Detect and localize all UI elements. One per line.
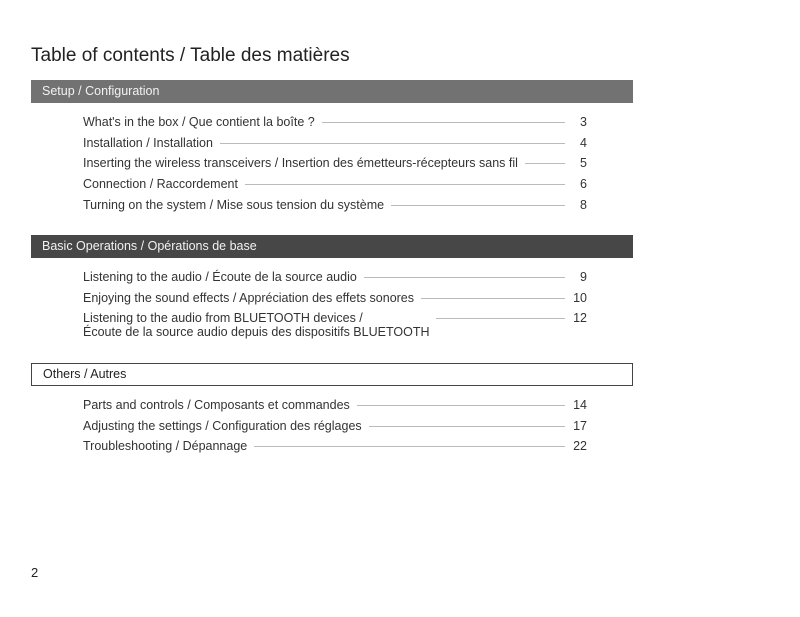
leader-line <box>322 122 565 123</box>
leader-line <box>436 318 565 319</box>
toc-entry[interactable] <box>83 133 587 154</box>
toc-entry[interactable] <box>83 395 587 416</box>
section-header-others: Others / Autres <box>31 363 633 386</box>
toc-entry[interactable] <box>83 436 587 457</box>
entry-label: Adjusting the settings / Configuration des réglages <box>83 418 362 433</box>
leader-line <box>369 426 565 427</box>
entry-label: Enjoying the sound effects / Appréciation des effets sonores <box>83 290 415 305</box>
leader-line <box>254 446 565 447</box>
entry-page: 22 <box>573 439 587 454</box>
entry-label <box>83 308 429 339</box>
leader-line <box>357 405 565 406</box>
page-title: Table of contents / Table des matières <box>31 45 350 66</box>
section-header-setup: Setup / Configuration <box>31 80 633 103</box>
entry-page: 5 <box>580 156 587 171</box>
entry-label: Parts and controls / Composants et commandes <box>83 398 350 412</box>
entry-label: Connection / Raccordement <box>83 177 238 192</box>
entry-label: What's in the box / Que contient la boîte ? <box>83 115 315 129</box>
entry-page: 17 <box>573 418 587 433</box>
leader-line <box>220 143 565 144</box>
toc-entry[interactable] <box>83 416 587 437</box>
entry-page: 10 <box>573 290 587 305</box>
toc-entry[interactable] <box>83 195 587 216</box>
leader-line <box>421 298 565 299</box>
page-number: 2 <box>31 565 39 580</box>
section-header-basic-operations: Basic Operations / Opérations de base <box>31 235 633 258</box>
entry-page: 4 <box>580 135 587 150</box>
toc-entry[interactable] <box>83 112 587 133</box>
entry-page: 6 <box>580 177 587 192</box>
entry-page: 12 <box>573 311 587 326</box>
toc-entry[interactable] <box>83 174 587 195</box>
entry-label: Turning on the system / Mise sous tension du système <box>83 197 385 212</box>
entry-label: Listening to the audio / Écoute de la source audio <box>83 270 357 284</box>
entry-page: 8 <box>580 197 587 212</box>
section-basic-entries <box>83 267 587 342</box>
toc-entry[interactable] <box>83 267 587 288</box>
leader-line <box>245 184 565 185</box>
toc-entry[interactable] <box>83 288 587 309</box>
entry-label-line2: Écoute de la source audio depuis des dispositifs BLUETOOTH <box>83 325 430 340</box>
toc-entry[interactable] <box>83 308 587 342</box>
section-setup-entries <box>83 112 587 215</box>
section-others-entries <box>83 395 587 457</box>
entry-page: 14 <box>573 398 587 412</box>
entry-page: 3 <box>580 115 587 129</box>
entry-label: Inserting the wireless transceivers / Insertion des émetteurs-récepteurs sans fil <box>83 156 518 171</box>
entry-label: Troubleshooting / Dépannage <box>83 439 248 454</box>
toc-entry[interactable] <box>83 153 587 174</box>
leader-line <box>525 163 565 164</box>
entry-label-line1: Listening to the audio from BLUETOOTH devices / <box>83 311 363 326</box>
entry-page: 9 <box>580 270 587 284</box>
entry-label: Installation / Installation <box>83 135 213 150</box>
leader-line <box>391 205 565 206</box>
leader-line <box>364 277 565 278</box>
